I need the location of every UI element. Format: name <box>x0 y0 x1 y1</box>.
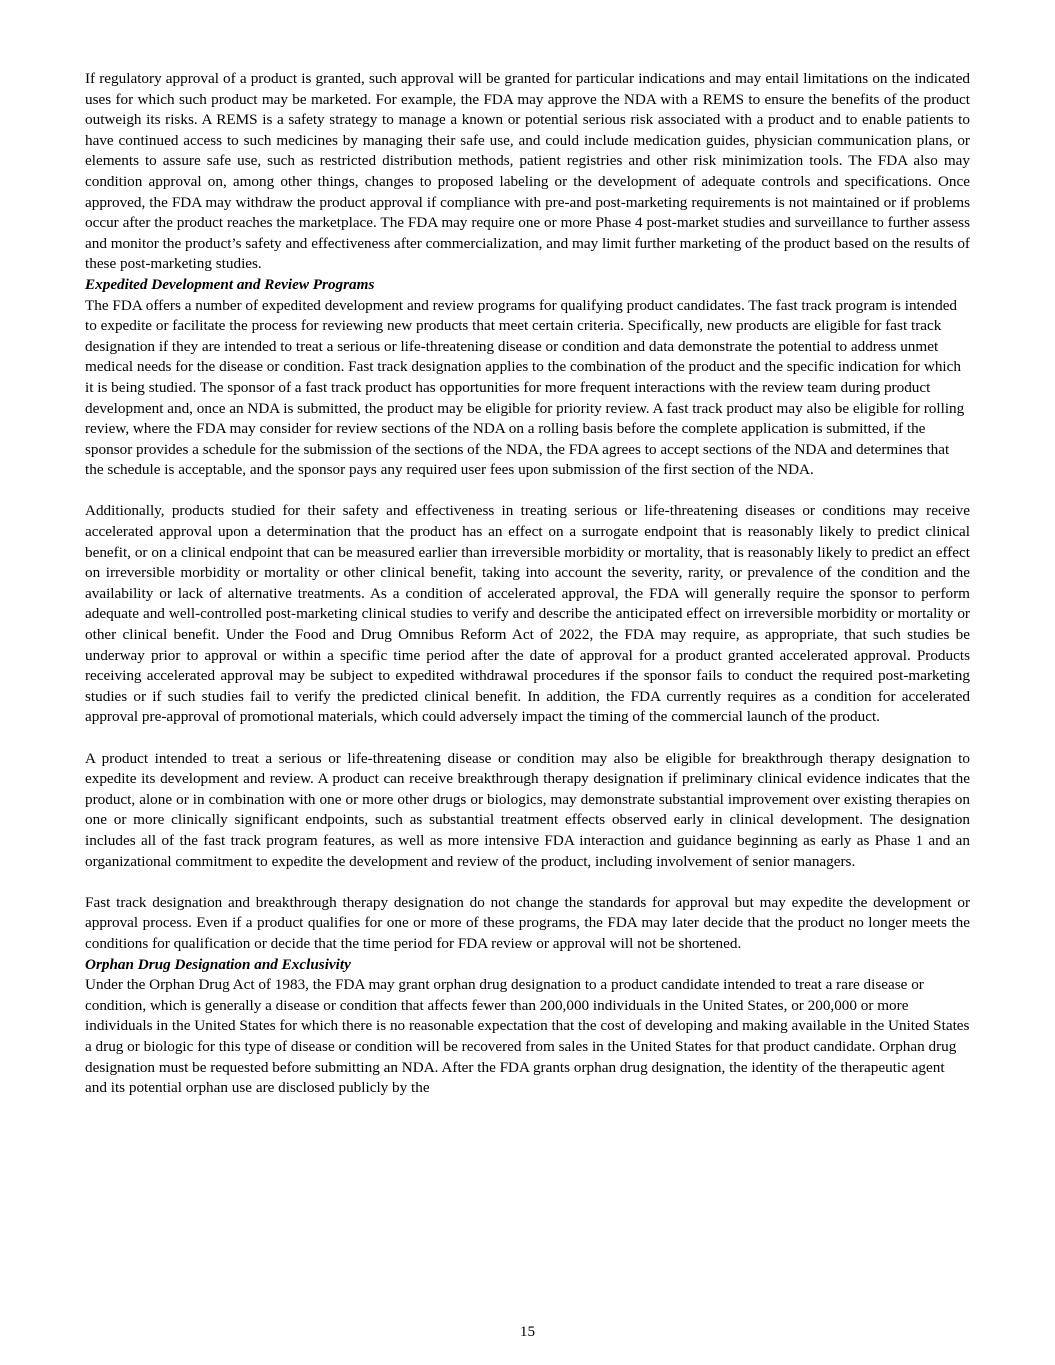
paragraph-orphan-drug: Under the Orphan Drug Act of 1983, the FDA may grant orphan drug designation to a product candidate intended to treat a rare disease or condition, which is generally a disease or condition that affects fewer than 200,000 individuals in the United States, or 200,000 or more individuals in the United States for which there is no reasonable expectation that the cost of developing and making available in the United States a drug or biologic for this type of disease or condition will be recovered from sales in the United States for that product candidate. Orphan drug designation must be requested before submitting an NDA. After the FDA grants orphan drug designation, the identity of the therapeutic agent and its potential orphan use are disclosed publicly by the <box>85 976 970 1097</box>
section-heading-orphan-drug: Orphan Drug Designation and Exclusivity <box>85 955 351 973</box>
page-number: 15 <box>519 1323 536 1340</box>
paragraph-breakthrough-therapy: A product intended to treat a serious or life-threatening disease or condition may also be eligible for breakthrough therapy designation to expedite its development and review. A product can receive breakthrough therapy designation if preliminary clinical evidence indicates that the product, alone or in combination with one or more other drugs or biologics, may demonstrate substantial improvement over existing therapies on one or more clinically significant endpoints, such as substantial treatment effects observed early in clinical development. The designation includes all of the fast track program features, as well as more intensive FDA interaction and guidance beginning as early as Phase 1 and an organizational commitment to expedite the development and review of the product, including involvement of senior managers. <box>85 749 970 870</box>
paragraph-fast-track: The FDA offers a number of expedited development and review programs for qualifying product candidates. The fast track program is intended to expedite or facilitate the process for reviewing new products that meet certain criteria. Specifically, new products are eligible for fast track designation if they are intended to treat a serious or life-threatening disease or condition and data demonstrate the potential to address unmet medical needs for the disease or condition. Fast track designation applies to the combination of the product and the specific indication for which it is being studied. The sponsor of a fast track product has opportunities for more frequent interactions with the review team during product development and, once an NDA is submitted, the product may be eligible for priority review. A fast track product may also be eligible for rolling review, where the FDA may consider for review sections of the NDA on a rolling basis before the complete application is submitted, if the sponsor provides a schedule for the submission of the sections of the NDA, the FDA agrees to accept sections of the NDA and determines that the schedule is acceptable, and the sponsor pays any required user fees upon submission of the first section of the NDA. <box>85 296 965 479</box>
paragraph-designation-standards: Fast track designation and breakthrough therapy designation do not change the standards for approval but may expedite the development or approval process. Even if a product qualifies for one or more of these programs, the FDA may later decide that the product no longer meets the conditions for qualification or decide that the time period for FDA review or approval will not be shortened. <box>85 893 970 952</box>
paragraph-regulatory-approval: If regulatory approval of a product is granted, such approval will be granted for particular indications and may entail limitations on the indicated uses for which such product may be marketed. For example, the FDA may approve the NDA with a REMS to ensure the benefits of the product outweigh its risks. A REMS is a safety strategy to manage a known or potential serious risk associated with a product and to enable patients to have continued access to such medicines by managing their safe use, and could include medication guides, physician communication plans, or elements to assure safe use, such as restricted distribution methods, patient registries and other risk minimization tools. The FDA also may condition approval on, among other things, changes to proposed labeling or the development of adequate controls and specifications. Once approved, the FDA may withdraw the product approval if compliance with pre-and post-marketing requirements is not maintained or if problems occur after the product reaches the marketplace. The FDA may require one or more Phase 4 post-market studies and surveillance to further assess and monitor the product’s safety and effectiveness after commercialization, and may limit further marketing of the product based on the results of these post-marketing studies. <box>85 70 970 273</box>
document-page <box>85 69 970 1099</box>
section-heading-expedited-programs: Expedited Development and Review Programs <box>85 275 375 293</box>
paragraph-accelerated-approval: Additionally, products studied for their safety and effectiveness in treating serious or life-threatening diseases or conditions may receive accelerated approval upon a determination that the product has an effect on a surrogate endpoint that is reasonably likely to predict clinical benefit, or on a clinical endpoint that can be measured earlier than irreversible morbidity or mortality, that is reasonably likely to predict an effect on irreversible morbidity or mortality or other clinical benefit, taking into account the severity, rarity, or prevalence of the condition and the availability or lack of alternative treatments. As a condition of accelerated approval, the FDA will generally require the sponsor to perform adequate and well-controlled post-marketing clinical studies to verify and describe the anticipated effect on irreversible morbidity or mortality or other clinical benefit. Under the Food and Drug Omnibus Reform Act of 2022, the FDA may require, as appropriate, that such studies be underway prior to approval or within a specific time period after the date of approval for a product granted accelerated approval. Products receiving accelerated approval may be subject to expedited withdrawal procedures if the sponsor fails to conduct the required post-marketing studies or if such studies fail to verify the predicted clinical benefit. In addition, the FDA currently requires as a condition for accelerated approval pre-approval of promotional materials, which could adversely impact the timing of the commercial launch of the product. <box>85 502 970 726</box>
